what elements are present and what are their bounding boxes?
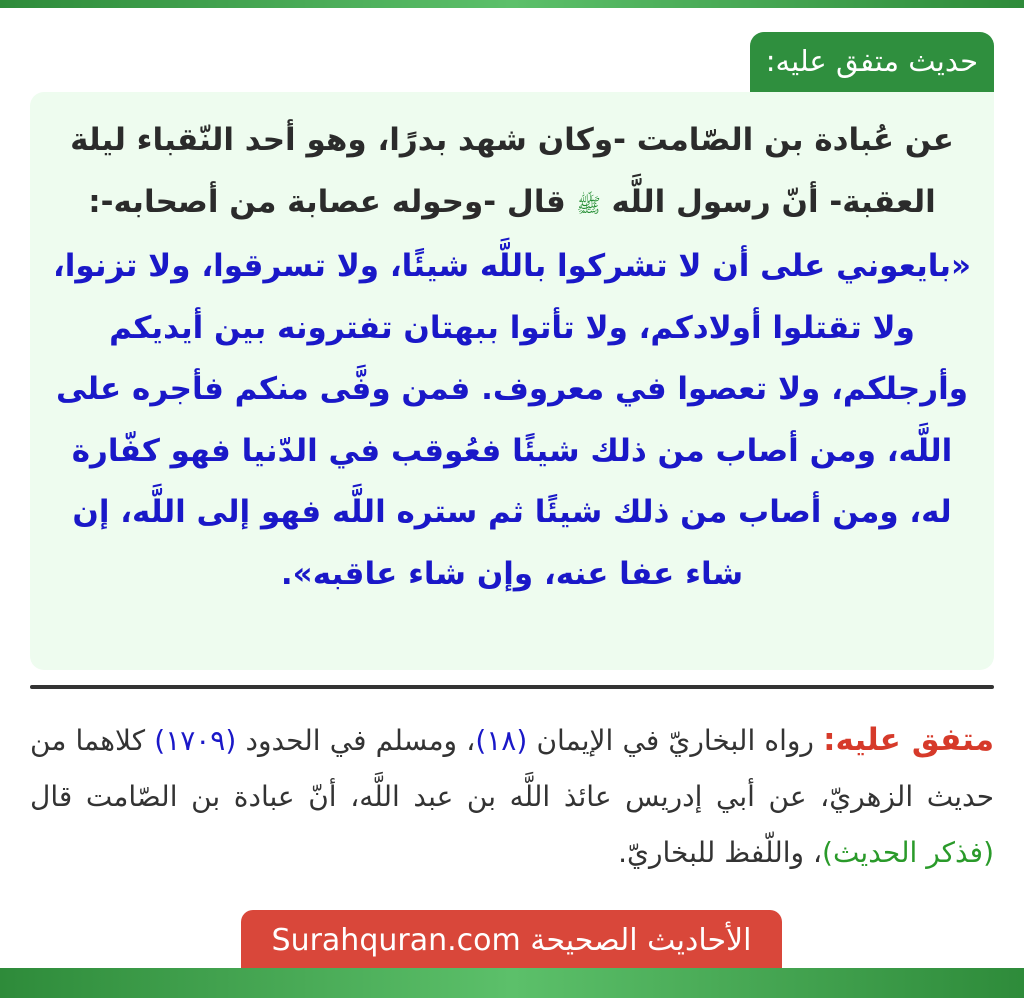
salawat-glyph: ﷺ bbox=[576, 192, 601, 217]
takhrij-ref-bukhari: (١٨) bbox=[475, 724, 528, 757]
hadith-intro-1: عن عُبادة بن الصّامت -وكان شهد بدرًا، وهو أحد النّقباء ليلة العقبة- أنّ رسول اللَّه bbox=[70, 122, 954, 220]
hadith-intro-2: قال -وحوله عصابة من أصحابه-: bbox=[88, 183, 577, 220]
site-badge: الأحاديث الصحيحة Surahquran.com bbox=[241, 910, 782, 972]
bottom-green-bar bbox=[0, 968, 1024, 998]
takhrij-note: (فذكر الحديث) bbox=[822, 836, 994, 869]
takhrij-part-4: ، واللّفظ للبخاريّ. bbox=[618, 836, 823, 869]
takhrij-paragraph bbox=[30, 712, 994, 881]
section-title-tab: حديث متفق عليه: bbox=[750, 32, 994, 92]
section-divider bbox=[30, 685, 994, 689]
hadith-quote: «بايعوني على أن لا تشركوا باللَّه شيئًا، ولا تسرقوا، ولا تزنوا، ولا تقتلوا أولادكم، ولا تأتوا ببهتان تفترونه بين أيديكم وأرجلكم، ولا تعصوا في معروف. فمن وفَّى منكم فأجره على اللَّه، ومن أصاب من ذلك شيئًا فعُوقب في الدّنيا فهو كفّارة له، ومن أصاب من ذلك شيئًا ثم ستره اللَّه فهو إلى اللَّه، إن شاء عفا عنه، وإن شاء عاقبه». bbox=[52, 248, 972, 592]
takhrij-part-2: ، ومسلم في الحدود bbox=[236, 724, 476, 757]
top-green-bar bbox=[0, 0, 1024, 8]
takhrij-label: متفق عليه: bbox=[823, 722, 995, 758]
takhrij-part-3: كلاهما من حديث الزهريّ، عن أبي إدريس عائذ اللَّه بن عبد اللَّه، أنّ عبادة بن الصّامت قال bbox=[30, 724, 994, 813]
takhrij-part-1: رواه البخاريّ في الإيمان bbox=[527, 724, 824, 757]
hadith-text-box bbox=[30, 92, 994, 670]
takhrij-ref-muslim: (١٧٠٩) bbox=[154, 724, 237, 757]
